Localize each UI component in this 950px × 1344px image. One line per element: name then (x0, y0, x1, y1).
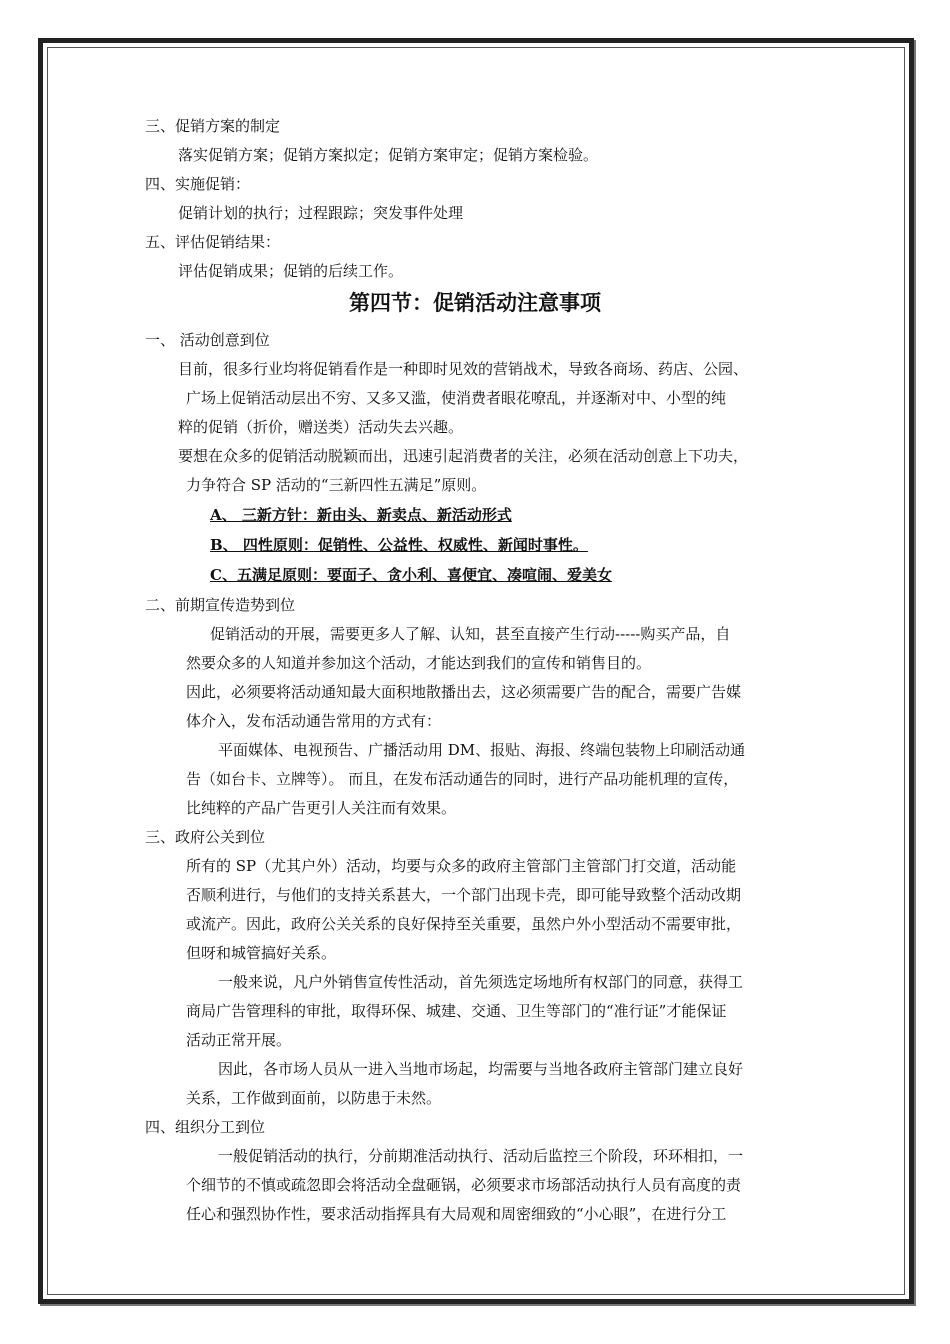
heading-3: 三、促销方案的制定 (145, 117, 281, 135)
text-line: 力争符合 SP 活动的“三新四性五满足”原则。 (186, 476, 487, 494)
section-title: 第四节：促销活动注意事项 (349, 291, 601, 315)
text-line: 要想在众多的促销活动脱颖而出，迅速引起消费者的关注，必须在活动创意上下功夫， (178, 447, 749, 465)
text-line: 广场上促销活动层出不穷、又多又滥，使消费者眼花嘹乱，并逐渐对中、小型的纯 (186, 389, 727, 407)
text-line: 但呀和城管搞好关系。 (186, 944, 337, 962)
text-line: 平面媒体、电视预告、广播活动用 DM、报贴、海报、终端包装物上印刷活动通 (218, 741, 746, 759)
principle-a: A、 三新方针：新由头、新卖点、新活动形式 (210, 506, 512, 524)
text-line: 体介入，发布活动通告常用的方式有： (186, 712, 442, 730)
text-line: 任心和强烈协作性，要求活动指挥具有大局观和周密细致的“小心眼”，在进行分工 (186, 1205, 727, 1223)
heading-5: 五、评估促销结果： (145, 233, 281, 251)
s2-heading: 二、前期宣传造势到位 (145, 596, 296, 614)
text-line: 一般来说，凡户外销售宣传性活动，首先须选定场地所有权部门的同意，获得工 (218, 973, 744, 991)
text-line: 然要众多的人知道并参加这个活动，才能达到我们的宣传和销售目的。 (186, 654, 652, 672)
text-line: 所有的 SP（尤其户外）活动，均要与众多的政府主管部门主管部门打交道，活动能 (186, 857, 737, 875)
text-line: 个细节的不慎或疏忽即会将活动全盘砸锅，必须要求市场部活动执行人员有高度的责 (186, 1176, 742, 1194)
text-line: 促销计划的执行；过程跟踪；突发事件处理 (178, 204, 464, 222)
text-line: 比纯粹的产品广告更引人关注而有效果。 (186, 799, 457, 817)
text-line: 因此，各市场人员从一进入当地市场起，均需要与当地各政府主管部门建立良好 (218, 1060, 744, 1078)
text-line: 落实促销方案；促销方案拟定；促销方案审定；促销方案检验。 (178, 146, 599, 164)
text-line: 活动正常开展。 (186, 1031, 292, 1049)
text-line: 或流产。因此，政府公关关系的良好保持至关重要，虽然户外小型活动不需要审批， (186, 915, 742, 933)
text-line: 促销活动的开展，需要更多人了解、认知，甚至直接产生行动-----购买产品，自 (210, 625, 731, 643)
text-line: 评估促销成果；促销的后续工作。 (178, 262, 404, 280)
s3-heading: 三、政府公关到位 (145, 828, 266, 846)
text-line: 一般促销活动的执行，分前期准活动执行、活动后监控三个阶段，环环相扣，一 (218, 1147, 744, 1165)
text-line: 否顺利进行，与他们的支持关系甚大，一个部门出现卡壳，即可能导致整个活动改期 (186, 886, 742, 904)
heading-4: 四、实施促销： (145, 175, 251, 193)
text-line: 粹的促销（折价，赠送类）活动失去兴趣。 (178, 418, 464, 436)
text-line: 告（如台卡、立牌等）。 而且，在发布活动通告的同时，进行产品功能机理的宣传， (186, 770, 739, 788)
text-line: 目前，很多行业均将促销看作是一种即时见效的营销战术，导致各商场、药店、公园、 (178, 360, 749, 378)
text-line: 商局广告管理科的审批，取得环保、城建、交通、卫生等部门的“准行证”才能保证 (186, 1002, 727, 1020)
principle-b: B、 四性原则：促销性、公益性、权威性、新闻时事性。 (210, 536, 588, 554)
text-line: 因此，必须要将活动通知最大面积地散播出去，这必须需要广告的配合，需要广告媒 (186, 683, 742, 701)
s1-heading: 一、 活动创意到位 (145, 331, 270, 349)
text-line: 关系，工作做到面前，以防患于未然。 (186, 1089, 442, 1107)
principle-c: C、五满足原则：要面子、贪小利、喜便宜、凑喧闹、爱美女 (210, 566, 612, 584)
s4-heading: 四、组织分工到位 (145, 1118, 266, 1136)
